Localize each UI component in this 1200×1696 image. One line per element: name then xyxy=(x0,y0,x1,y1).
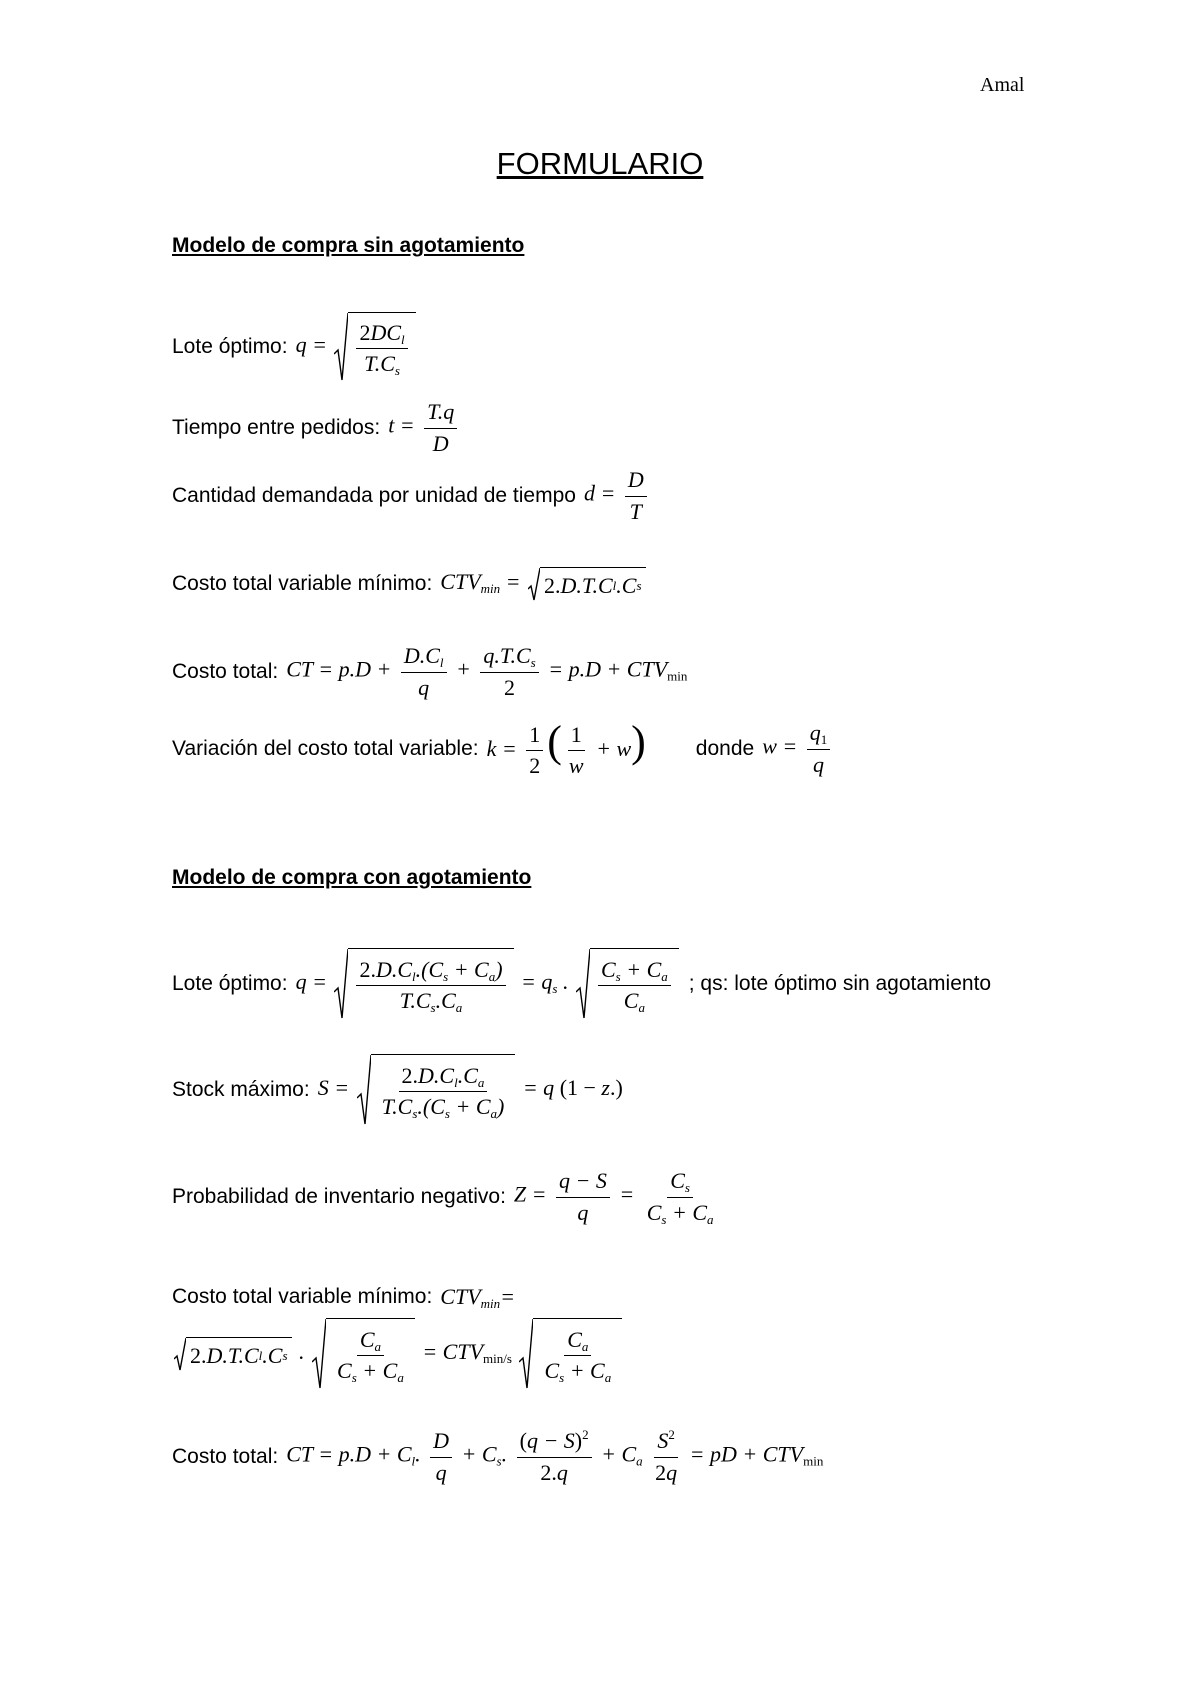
formula-expression: q = $\frac{2.D.C_l.(C_s + C_a)}{T.C_s.C_a}$ = $q_s$ . $\frac{C_s + C_a}{C_a}$ xyxy=(296,948,681,1020)
formula-label: Costo total: xyxy=(172,660,279,683)
formula-lote-optimo-agotamiento xyxy=(172,946,991,1022)
formula-ctv-minimo xyxy=(172,564,648,604)
formula-ctv-minimo-agotamiento xyxy=(172,1316,624,1392)
page-title: FORMULARIO xyxy=(496,146,704,181)
formula-probabilidad xyxy=(172,1162,721,1232)
formula-costo-total-agotamiento xyxy=(172,1422,823,1492)
formula-expression: Z = $\frac{q - S}{q}$ = $\frac{C_s}{C_s + C_a}$ xyxy=(513,1168,714,1227)
formula-expression: CT = p.D + $\frac{D.C_l}{q}$ + $\frac{q.T.C_s}{2}$ = $p.D + CTV_{min}$ xyxy=(286,643,688,700)
formula-label: Probabilidad de inventario negativo: xyxy=(172,1185,506,1208)
formula-label: Lote óptimo: xyxy=(172,335,288,358)
formula-costo-total xyxy=(172,640,687,704)
formula-expression: q = $\frac{2DC_l}{T.C_s}$ xyxy=(296,312,418,382)
formula-expression: k = $\frac{1}{2}$ ( $\frac{1}{w}$ + w) xyxy=(486,716,646,779)
formula-ctv-minimo-agotamiento-label xyxy=(172,1280,515,1314)
formula-lote-optimo xyxy=(172,312,418,382)
formula-label: Tiempo entre pedidos: xyxy=(172,416,381,439)
formula-expression: d = $\frac{D}{T}$ xyxy=(584,468,651,523)
lote-note: ; qs: lote óptimo sin agotamiento xyxy=(688,972,992,995)
formula-expression-head: $CTV_{min}=$ xyxy=(440,1284,515,1311)
formula-cantidad-demandada xyxy=(172,466,651,526)
formula-label: Variación del costo total variable: xyxy=(172,737,479,760)
formula-label: Costo total variable mínimo: xyxy=(172,1285,433,1308)
section-heading-sin-agotamiento: Modelo de compra sin agotamiento xyxy=(172,234,525,257)
formula-expression: 2. D.T.C l .C s . $\frac{C_a}{C_s + C_a}$ = $CTV_{min/s}$ $\frac{C_a}{C_s + C_a}$ xyxy=(172,1318,624,1390)
formula-expression: CT = $p.D + C_l$. $\frac{D}{q}$ + $C_s$. $\frac{(q - S)^2}{2.q}$ + $C_a$ $\frac{S^2}{2q}$ = pD + $CTV_{min}$ xyxy=(286,1427,824,1485)
formula-expression: t = $\frac{T.q}{D}$ xyxy=(388,400,461,455)
formula-label: Cantidad demandada por unidad de tiempo xyxy=(172,484,576,507)
formula-label: Costo total: xyxy=(172,1445,279,1468)
formula-label: Stock máximo: xyxy=(172,1078,310,1101)
formula-w: w = $\frac{q_1}{q}$ xyxy=(762,721,834,776)
formula-label: Costo total variable mínimo: xyxy=(172,572,433,595)
section-heading-con-agotamiento: Modelo de compra con agotamiento xyxy=(172,866,532,889)
formula-stock-maximo xyxy=(172,1052,623,1128)
formula-tiempo-entre-pedidos xyxy=(172,398,461,458)
formula-expression: S = $\frac{2.D.C_l.C_a}{T.C_s.(C_s + C_a)}$ = q (1 − z.) xyxy=(318,1054,623,1126)
formula-expression: $CTV_{min}$ = 2. D.T.C l .C s xyxy=(440,567,647,601)
donde-label: donde xyxy=(695,737,755,760)
formula-label: Lote óptimo: xyxy=(172,972,288,995)
author-name: Amal xyxy=(980,74,1025,96)
formula-variacion-costo xyxy=(172,714,834,784)
